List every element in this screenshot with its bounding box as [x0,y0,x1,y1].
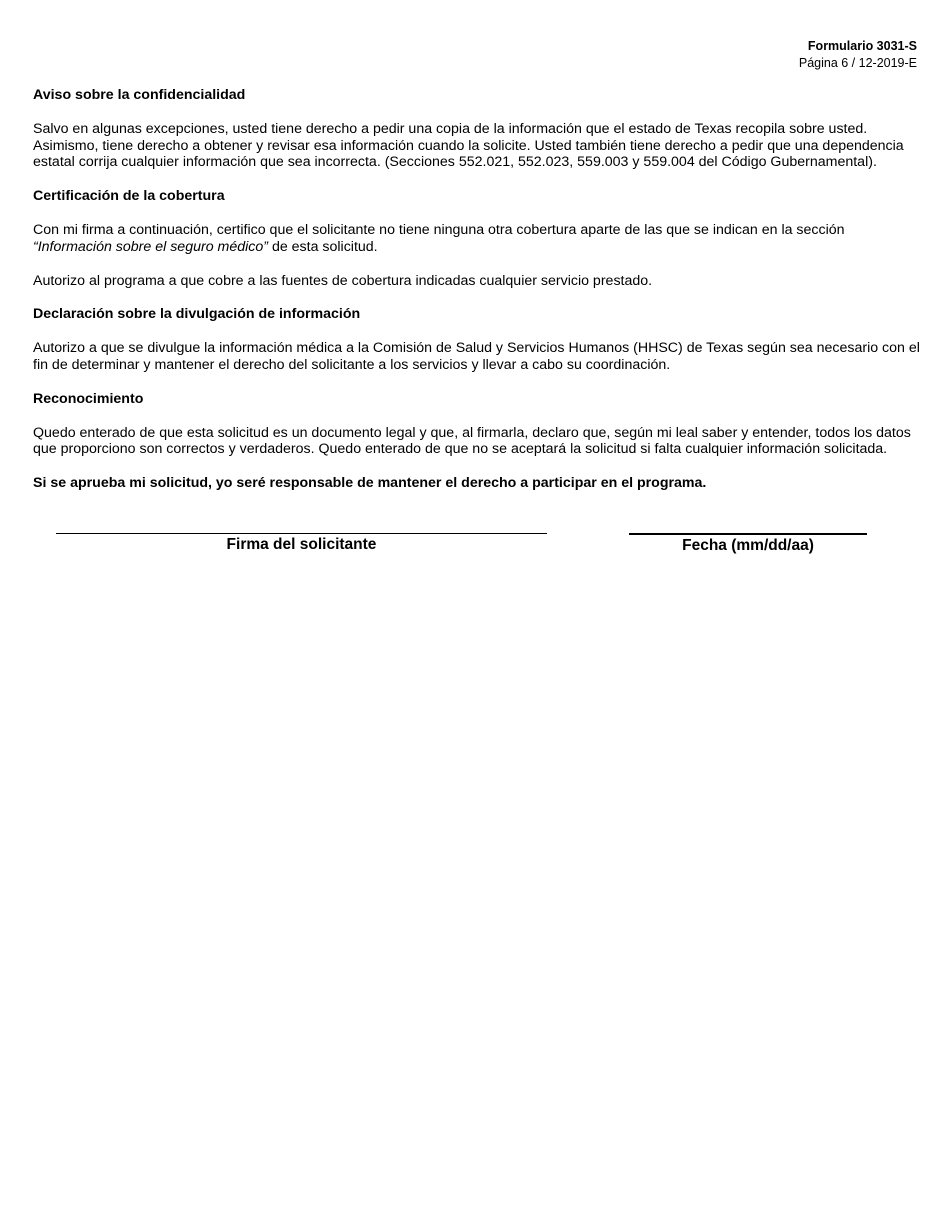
signature-field[interactable] [56,533,547,554]
signature-line [56,533,547,534]
coverage-text-end: de esta solicitud. [268,238,378,255]
date-line [629,533,867,535]
confidentiality-heading: Aviso sobre la confidencialidad [33,87,246,103]
acknowledgment-heading: Reconocimiento [33,390,144,407]
disclosure-text: Autorizo a que se divulgue la información médica a la Comisión de Salud y Servicios Humanos (HHSC) de Texas según sea necesario con el fin de determinar y mantener el derecho del solicitante a los servicios y llevar a cabo su coordinación. [33,340,920,373]
document-body [33,87,921,509]
coverage-text [33,222,921,256]
coverage-section-reference: “Información sobre el seguro médico” [33,238,268,255]
coverage-heading: Certificación de la cobertura [33,188,225,205]
disclosure-heading: Declaración sobre la divulgación de información [33,306,361,323]
responsibility-statement: Si se aprueba mi solicitud, yo seré responsable de mantener el derecho a participar en el programa. [33,475,707,492]
coverage-text-start: Con mi firma a continuación, certifico que el solicitante no tiene ninguna otra cobertura aparte de las que se indican en la sección [33,221,845,238]
acknowledgment-text: Quedo enterado de que esta solicitud es un documento legal y que, al firmarla, declaro que, según mi leal saber y entender, todos los datos que proporciono son correctos y verdaderos. Quedo enterado de que no se aceptará la solicitud si falta cualquier información solicitada. [33,424,911,458]
signature-area [0,533,950,563]
confidentiality-text: Salvo en algunas excepciones, usted tiene derecho a pedir una copia de la información que el estado de Texas recopila sobre usted. Asimismo, tiene derecho a obtener y revisar esa información cuando la solicite. Usted también tiene derecho a pedir que una dependencia estatal corrija cualquier información que sea incorrecta. (Secciones 552.021, 552.023, 559.003 y 559.004 del Código Gubernamental). [33,120,904,171]
date-label: Fecha (mm/dd/aa) [682,537,814,554]
form-number: Formulario 3031-S [807,39,917,53]
coverage-authorization-text: Autorizo al programa a que cobre a las fuentes de cobertura indicadas cualquier servicio prestado. [33,272,653,289]
page-info: Página 6 / 12-2019-E [798,56,917,70]
signature-label: Firma del solicitante [226,536,377,553]
form-header [799,38,917,72]
date-field[interactable] [629,533,867,555]
